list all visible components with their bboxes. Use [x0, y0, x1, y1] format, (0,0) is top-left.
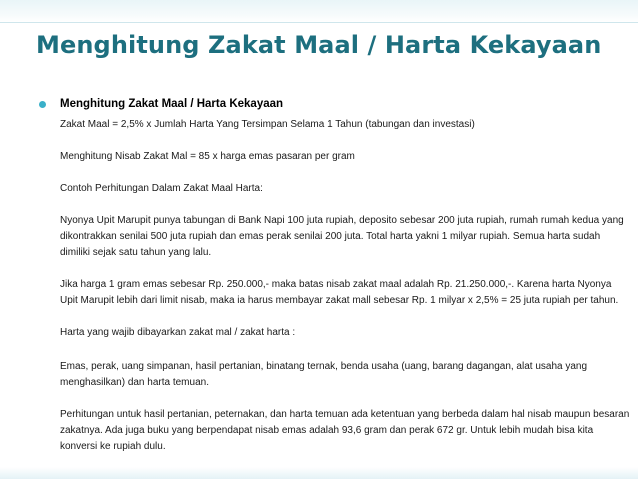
bullet-dot-icon: [39, 101, 46, 108]
nisab-paragraph: Menghitung Nisab Zakat Mal = 85 x harga emas pasaran per gram: [60, 151, 355, 162]
top-decorative-band: [0, 0, 638, 22]
obligatory-assets-heading: Harta yang wajib dibayarkan zakat mal / zakat harta :: [60, 327, 296, 338]
example-case-paragraph: Nyonya Upit Marupit punya tabungan di Bank Napi 100 juta rupiah, deposito sebesar 200 juta rupiah, rumah rumah kedua yang dikontrakkan senilai 500 juta rupiah dan emas perak senilai 200 juta. Total harta yakni 1 milyar rupiah. Semua harta sudah dimiliki sejak satu tahun yang lalu.: [60, 215, 624, 258]
slide-title: Menghitung Zakat Maal / Harta Kekayaan: [36, 31, 602, 59]
top-divider: [0, 22, 638, 23]
notes-paragraph: Perhitungan untuk hasil pertanian, peternakan, dan harta temuan ada ketentuan yang berbeda dalam hal nisab maupun besaran zakatnya. Ada juga buku yang berpendapat nisab emas adalah 93,6 gram dan perak 672 gr. Untuk lebih mudah bisa kita konversi ke rupiah dulu.: [60, 409, 630, 452]
slide-body: [60, 117, 630, 471]
example-heading-paragraph: Contoh Perhitungan Dalam Zakat Maal Harta:: [60, 183, 263, 194]
formula-paragraph: Zakat Maal = 2,5% x Jumlah Harta Yang Tersimpan Selama 1 Tahun (tabungan dan investasi): [60, 119, 475, 130]
bottom-decorative-band: [0, 467, 638, 479]
bullet-heading: Menghitung Zakat Maal / Harta Kekayaan: [60, 98, 284, 110]
calculation-paragraph: Jika harga 1 gram emas sebesar Rp. 250.000,- maka batas nisab zakat maal adalah Rp. 21.250.000,-. Karena harta Nyonya Upit Marupit lebih dari limit nisab, maka ia harus membayar zakat mall sebesar Rp. 1 milyar x 2,5% = 25 juta rupiah per tahun.: [60, 279, 619, 306]
assets-list-paragraph: Emas, perak, uang simpanan, hasil pertanian, binatang ternak, benda usaha (uang, barang dagangan, alat usaha yang menghasilkan) dan harta temuan.: [60, 361, 588, 388]
